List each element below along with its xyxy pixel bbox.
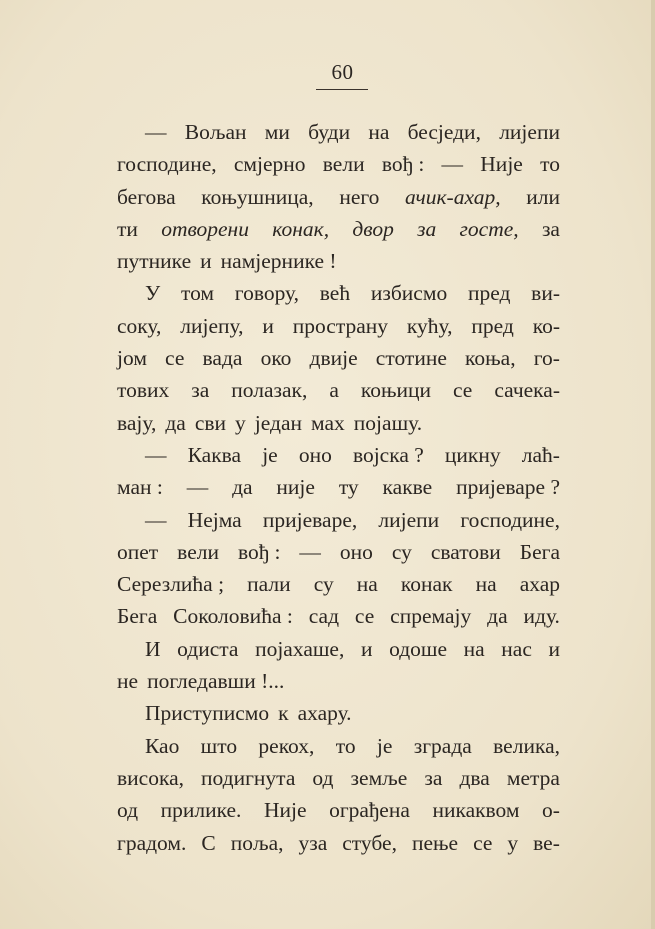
word: смјерно [233, 152, 306, 177]
word: оно [339, 539, 373, 564]
word: иду. [523, 604, 560, 629]
word: намјернике ! [220, 249, 337, 274]
word: што [200, 733, 238, 758]
word: У [145, 281, 161, 306]
word: говору, [234, 281, 300, 306]
word: један [254, 410, 303, 435]
word: лијепи [378, 507, 440, 532]
word: и [262, 313, 274, 338]
word: Као [145, 733, 180, 758]
text-line [117, 213, 560, 245]
word: прилике. [160, 798, 242, 823]
word: ве- [533, 830, 560, 855]
text-line [117, 245, 560, 277]
text-line [117, 697, 560, 729]
text-line [117, 536, 560, 568]
word: Серезлића ; [117, 572, 225, 597]
word: од [312, 765, 334, 790]
text-line [117, 310, 560, 342]
word: ми [264, 120, 290, 144]
word: — [299, 539, 321, 564]
word: нас [501, 636, 532, 661]
text-line [117, 762, 560, 794]
word: конак [400, 572, 453, 597]
word: подигнута [201, 765, 296, 790]
text-line [117, 730, 560, 762]
word: пространу [292, 313, 389, 338]
word: вели [322, 152, 365, 177]
text-line [117, 342, 560, 374]
word: поља, [230, 830, 284, 855]
word: сви [194, 410, 227, 435]
word: сватови [430, 539, 501, 564]
word: ти [117, 216, 138, 241]
word: полазак, [231, 378, 308, 403]
word: — [145, 507, 167, 532]
text-line [117, 439, 560, 471]
word: господине, [117, 152, 217, 177]
word: — [186, 475, 209, 500]
word: је [262, 442, 278, 467]
word: ахар [519, 572, 560, 597]
word: ахару. [297, 701, 352, 726]
word: оно [298, 442, 332, 467]
word: И [145, 636, 161, 661]
word: вада [202, 346, 243, 371]
word: за [541, 216, 560, 241]
text-line [117, 407, 560, 439]
word: — [441, 152, 464, 177]
word: отворени [161, 216, 249, 241]
word: војска ? [352, 442, 424, 467]
word: од [117, 798, 139, 823]
word: го- [533, 346, 560, 371]
word: ко- [532, 313, 560, 338]
text-line [117, 568, 560, 600]
word: Приступисмо [145, 701, 270, 726]
word: су [313, 572, 334, 597]
word: на [463, 636, 485, 661]
word: пријеваре ? [456, 475, 560, 500]
word: бегова [117, 184, 176, 209]
word: или [526, 184, 560, 209]
word: коња, [465, 346, 516, 371]
word: за [424, 765, 443, 790]
word: погледавши !... [147, 669, 285, 694]
word: ограђена [329, 798, 410, 823]
word: Вољан [184, 120, 247, 144]
word: појахаше, [255, 636, 345, 661]
word: да [487, 604, 508, 629]
word: није [276, 475, 315, 500]
word: да [232, 475, 253, 500]
word: лаћ- [521, 442, 560, 467]
word: су [391, 539, 412, 564]
word: појашу. [353, 410, 423, 435]
word: конак, [272, 216, 330, 241]
page-edge [651, 0, 655, 929]
word: тових [117, 378, 170, 403]
word: се [473, 830, 493, 855]
text-line [117, 181, 560, 213]
word: висока, [117, 765, 184, 790]
word: у [507, 830, 519, 855]
text-line [117, 794, 560, 826]
word: двије [309, 346, 358, 371]
word: никаквом [432, 798, 520, 823]
text-line [117, 374, 560, 406]
word: путнике [117, 249, 192, 274]
word: око [260, 346, 292, 371]
word: се [165, 346, 185, 371]
word: одиста [177, 636, 239, 661]
word: к [278, 701, 289, 726]
word: — [145, 120, 167, 144]
word: не [117, 669, 139, 694]
word: спремају [390, 604, 472, 629]
word: ту [338, 475, 359, 500]
word: пали [247, 572, 291, 597]
word: него [339, 184, 380, 209]
word: градом. [117, 830, 187, 855]
word: то [335, 733, 356, 758]
word: вођ : [237, 539, 281, 564]
word: пење [411, 830, 459, 855]
word: и [200, 249, 212, 274]
word: два [459, 765, 490, 790]
word: бесједи, [407, 120, 481, 144]
word: кућу, [406, 313, 453, 338]
word: двор [352, 216, 394, 241]
word: и [360, 636, 373, 661]
word: госте, [459, 216, 519, 241]
word: вају, [117, 410, 157, 435]
word: а [329, 378, 339, 403]
word: стотине [375, 346, 447, 371]
word: да [165, 410, 186, 435]
word: вођ : [381, 152, 425, 177]
page-number-rule [316, 89, 368, 90]
word: буди [308, 120, 351, 144]
word: за [417, 216, 437, 241]
word: и [548, 636, 560, 661]
word: већ [319, 281, 351, 306]
word: лијепи [499, 120, 560, 144]
word: ман : [117, 475, 163, 500]
word: на [475, 572, 497, 597]
word: коњици [360, 378, 432, 403]
word: вели [177, 539, 219, 564]
word: у [235, 410, 246, 435]
word: то [540, 152, 560, 177]
text-line [117, 471, 560, 503]
word: пред [467, 281, 511, 306]
word: лијепу, [180, 313, 244, 338]
word: велика, [493, 733, 560, 758]
word: о- [542, 798, 560, 823]
word: је [376, 733, 393, 758]
word: се [354, 604, 375, 629]
word: соку, [117, 313, 162, 338]
word: на [356, 572, 378, 597]
text-line [117, 148, 560, 180]
word: ачик-ахар, [405, 184, 501, 209]
word: том [180, 281, 215, 306]
word: какве [382, 475, 433, 500]
text-line [117, 116, 560, 148]
word: пред [471, 313, 514, 338]
word: одоше [389, 636, 447, 661]
word: С [201, 830, 216, 855]
word: Није [263, 798, 307, 823]
word: мах [311, 410, 345, 435]
word: зграда [413, 733, 472, 758]
text-line [117, 600, 560, 632]
word: — [145, 442, 167, 467]
word: земље [350, 765, 408, 790]
text-line [117, 665, 560, 697]
word: ви- [531, 281, 560, 306]
word: јом [117, 346, 147, 371]
word: метра [506, 765, 560, 790]
word: Није [480, 152, 523, 177]
word: се [453, 378, 473, 403]
word: сачека- [494, 378, 560, 403]
word: коњушница, [201, 184, 314, 209]
page-number: 60 [331, 60, 354, 84]
word: за [191, 378, 210, 403]
text-line [117, 633, 560, 665]
word: уза [298, 830, 328, 855]
word: Бега [117, 604, 158, 629]
text-line [117, 504, 560, 536]
text-block [117, 116, 560, 859]
word: Каква [187, 442, 242, 467]
text-line [117, 277, 560, 309]
word: цикну [444, 442, 501, 467]
word: стубе, [342, 830, 397, 855]
word: Бега [519, 539, 560, 564]
word: господине, [460, 507, 560, 532]
word: рекох, [258, 733, 315, 758]
word: сад [308, 604, 340, 629]
text-line [117, 827, 560, 859]
word: опет [117, 539, 159, 564]
word: Нејма [187, 507, 242, 532]
word: пријеваре, [262, 507, 358, 532]
word: Соколовића : [173, 604, 293, 629]
word: на [368, 120, 390, 144]
word: избисмо [370, 281, 448, 306]
